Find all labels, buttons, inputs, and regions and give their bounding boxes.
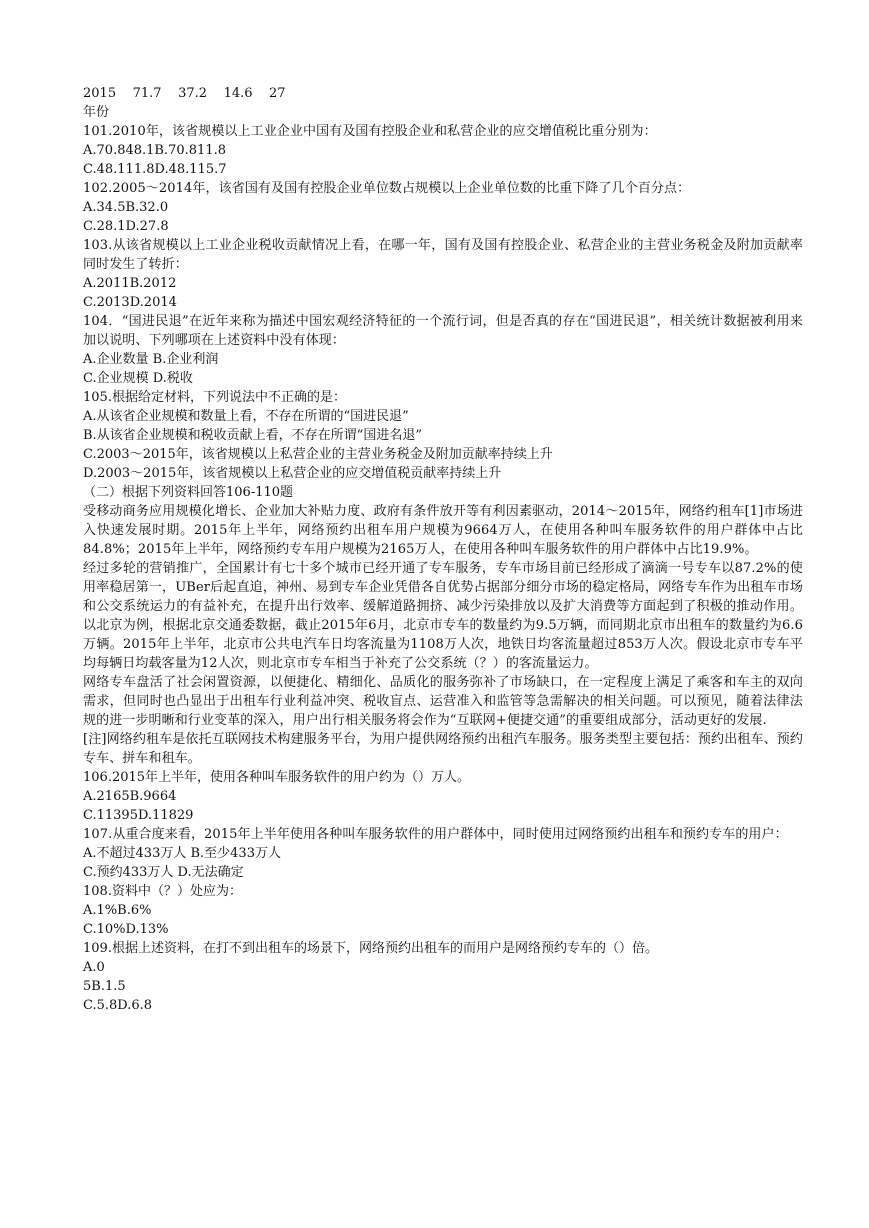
question-108-stem: 108.资料中（？）处应为： xyxy=(83,884,242,899)
question-103-options-ab: A.2011B.2012 xyxy=(83,276,177,291)
question-109-stem: 109.根据上述资料，在打不到出租车的场景下，网络预约出租车的而用户是网络预约专车的（）倍。 xyxy=(83,941,658,956)
table-column-label: 年份 xyxy=(83,105,110,120)
question-103-options-cd: C.2013D.2014 xyxy=(83,295,177,310)
question-107-options-cd: C.预约433万人 D.无法确定 xyxy=(83,865,244,880)
section-2-heading: （二）根据下列资料回答106-110题 xyxy=(83,485,294,500)
question-106-options-ab: A.2165B.9664 xyxy=(83,789,177,804)
question-109-option-a: A.0 xyxy=(83,960,105,975)
question-102-options-cd: C.28.1D.27.8 xyxy=(83,219,169,234)
question-106-options-cd: C.11395D.11829 xyxy=(83,808,194,823)
question-108-options-cd: C.10%D.13% xyxy=(83,922,169,937)
question-103-stem: 103.从该省规模以上工业企业税收贡献情况上看，在哪一年，国有及国有控股企业、私营企业的主营业务税金及附加贡献率同时发生了转折： xyxy=(83,238,803,272)
section-2-paragraph-1: 受移动商务应用规模化增长、企业加大补贴力度、政府有条件放开等有利因素驱动，2014～2015年，网络约租车[1]市场进入快速发展时期。2015年上半年，网络预约出租车用户规模为9664万人，在使用各种叫车服务软件的用户群体中占比84.8%；2015年上半年，网络预约专车用户规模为2165万人，在使用各种叫车服务软件的用户群体中占比19.9%。 xyxy=(83,504,803,557)
question-101-options-ab: A.70.848.1B.70.811.8 xyxy=(83,143,226,158)
question-101-options-cd: C.48.111.8D.48.115.7 xyxy=(83,162,227,177)
question-105-option-c: C.2003～2015年，该省规模以上私营企业的主营业务税金及附加贡献率持续上升 xyxy=(83,447,553,462)
table-row-2015: 2015 71.7 37.2 14.6 27 xyxy=(83,86,286,101)
question-108-options-ab: A.1%B.6% xyxy=(83,903,152,918)
question-104-stem: 104．“国进民退”在近年来称为描述中国宏观经济特征的一个流行词，但是否真的存在“国进民退”，相关统计数据被利用来加以说明、下列哪项在上述资料中没有体现： xyxy=(83,314,803,348)
question-102-stem: 102.2005～2014年，该省国有及国有控股企业单位数占规模以上企业单位数的比重下降了几个百分点： xyxy=(83,181,691,196)
section-2-paragraph-3: 网络专车盘活了社会闲置资源，以便捷化、精细化、品质化的服务弥补了市场缺口，在一定程度上满足了乘客和车主的双向需求，但同时也凸显出于出租车行业利益冲突、税收盲点、运营准入和监管等急需解决的相关问题。可以预见，随着法律法规的进一步明晰和行业变革的深入，用户出行相关服务将会作为“互联网+便捷交通”的重要组成部分，活动更好的发展. xyxy=(83,675,803,728)
question-109-option-b: 5B.1.5 xyxy=(83,979,126,994)
question-102-options-ab: A.34.5B.32.0 xyxy=(83,200,169,215)
question-106-stem: 106.2015年上半年，使用各种叫车服务软件的用户约为（）万人。 xyxy=(83,770,471,785)
section-2-note: [注]网络约租车是依托互联网技术构建服务平台，为用户提供网络预约出租汽车服务。服务类型主要包括：预约出租车、预约专车、拼车和租车。 xyxy=(83,732,803,766)
question-104-options-cd: C.企业规模 D.税收 xyxy=(83,371,193,386)
question-109-options-cd: C.5.8D.6.8 xyxy=(83,998,153,1013)
question-105-option-a: A.从该省企业规模和数量上看，不存在所谓的“国进民退” xyxy=(83,409,409,424)
document-body xyxy=(83,84,803,1015)
question-101-stem: 101.2010年，该省规模以上工业企业中国有及国有控股企业和私营企业的应交增值税比重分别为： xyxy=(83,124,657,139)
question-105-stem: 105.根据给定材料，下列说法中不正确的是： xyxy=(83,390,346,405)
question-105-option-d: D.2003～2015年，该省规模以上私营企业的应交增值税贡献率持续上升 xyxy=(83,466,502,481)
question-107-options-ab: A.不超过433万人 B.至少433万人 xyxy=(83,846,281,861)
question-107-stem: 107.从重合度来看，2015年上半年使用各种叫车服务软件的用户群体中，同时使用过网络预约出租车和预约专车的用户： xyxy=(83,827,788,842)
question-104-options-ab: A.企业数量 B.企业利润 xyxy=(83,352,219,367)
section-2-paragraph-2: 经过多轮的营销推广，全国累计有七十多个城市已经开通了专车服务，专车市场目前已经形成了滴滴一号专车以87.2%的使用率稳居第一，UBer后起直追，神州、易到专车企业凭借各自优势占据部分细分市场的稳定格局，网络专车作为出租车市场和公交系统运力的有益补充，在提升出行效率、缓解道路拥挤、减少污染排放以及扩大消费等方面起到了积极的推动作用。以北京为例，根据北京交通委数据，截止2015年6月，北京市专车的数量约为9.5万辆，而同期北京市出租车的数量约为6.6万辆。2015年上半年，北京市公共电汽车日均客流量为1108万人次，地铁日均客流量超过853万人次。假设北京市专车平均每辆日均载客量为12人次，则北京市专车相当于补充了公交系统（？）的客流量运力。 xyxy=(83,561,803,671)
question-105-option-b: B.从该省企业规模和税收贡献上看，不存在所谓“国进名退” xyxy=(83,428,422,443)
